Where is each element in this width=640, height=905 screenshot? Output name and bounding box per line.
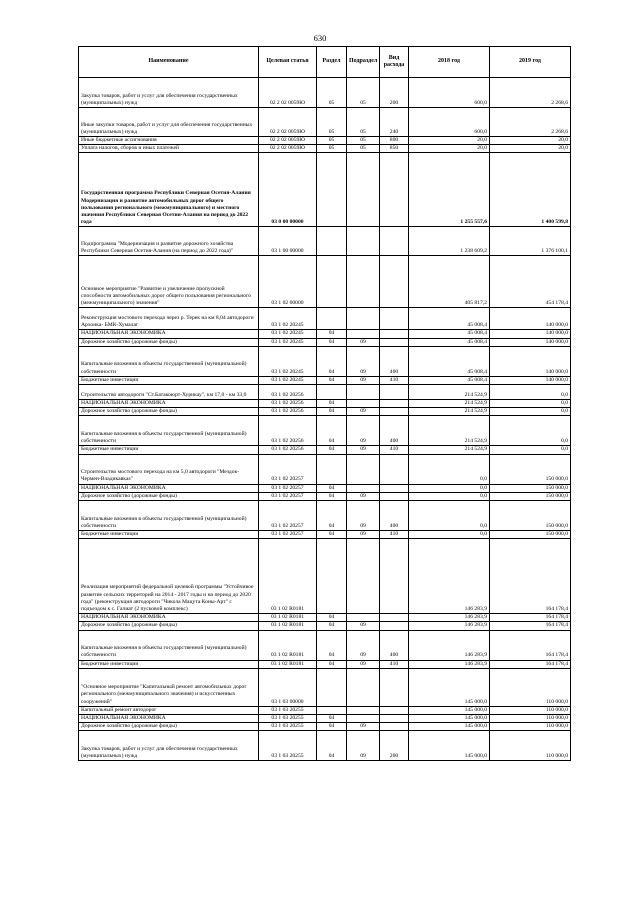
cell-target-code: 03 1 02 20256 — [259, 408, 317, 416]
table-row — [79, 723, 571, 731]
cell-2018: 145 000,0 — [409, 731, 490, 761]
cell-target-code: 03 1 03 00000 — [259, 668, 317, 706]
page-number: 630 — [313, 33, 327, 43]
cell-target-code: 03 1 02 R0181 — [259, 622, 317, 630]
cell-section: 04 — [317, 622, 347, 630]
cell-2018: 214 524,9 — [409, 400, 490, 408]
cell-name: Дорожное хозяйство (дорожные фонды) — [79, 492, 259, 500]
cell-target-code: 03 1 03 20255 — [259, 715, 317, 723]
cell-subsection — [347, 668, 380, 706]
cell-name: Подпрограмма "Модернизация и развитие дорожного хозяйства Республики Северная Осетия-Алания (на период до 2022 года)" — [79, 227, 259, 256]
cell-subsection: 09 — [347, 346, 380, 376]
cell-subsection: 09 — [347, 338, 380, 346]
cell-target-code: 03 1 02 20256 — [259, 416, 317, 446]
cell-2019: 2 268,6 — [490, 108, 571, 137]
cell-expense-type: 850 — [380, 145, 409, 153]
cell-section: 05 — [317, 145, 347, 153]
cell-expense-type: 410 — [380, 660, 409, 668]
cell-expense-type — [380, 227, 409, 256]
table-row — [79, 256, 571, 308]
cell-expense-type: 410 — [380, 531, 409, 539]
table-row — [79, 153, 571, 227]
cell-expense-type — [380, 400, 409, 408]
cell-section: 05 — [317, 137, 347, 145]
cell-expense-type — [380, 385, 409, 400]
table-row — [79, 108, 571, 137]
table-row — [79, 137, 571, 145]
cell-subsection — [347, 715, 380, 723]
table-row — [79, 454, 571, 484]
cell-subsection — [347, 614, 380, 622]
cell-2019: 454 178,4 — [490, 256, 571, 308]
cell-target-code: 03 1 02 20245 — [259, 376, 317, 384]
cell-2018: 45 008,4 — [409, 330, 490, 338]
cell-subsection — [347, 454, 380, 484]
cell-2018: 600,0 — [409, 78, 490, 108]
cell-2019: 110 000,0 — [490, 706, 571, 714]
cell-2019: 164 178,4 — [490, 622, 571, 630]
cell-section: 04 — [317, 484, 347, 492]
cell-subsection — [347, 706, 380, 714]
cell-section: 05 — [317, 108, 347, 137]
table-row — [79, 622, 571, 630]
cell-expense-type: 410 — [380, 446, 409, 454]
cell-name: Капитальные вложения в объекты государственной (муниципальной) собственности — [79, 346, 259, 376]
cell-section: 04 — [317, 338, 347, 346]
cell-2018: 0,0 — [409, 531, 490, 539]
cell-2018: 1 238 609,2 — [409, 227, 490, 256]
cell-section: 04 — [317, 715, 347, 723]
cell-name: НАЦИОНАЛЬНАЯ ЭКОНОМИКА — [79, 400, 259, 408]
cell-2018: 146 283,9 — [409, 614, 490, 622]
cell-target-code: 02 2 02 0059Ю — [259, 137, 317, 145]
cell-name: НАЦИОНАЛЬНАЯ ЭКОНОМИКА — [79, 614, 259, 622]
cell-subsection: 05 — [347, 108, 380, 137]
cell-expense-type: 400 — [380, 416, 409, 446]
cell-expense-type: 410 — [380, 376, 409, 384]
cell-2018: 45 008,4 — [409, 308, 490, 330]
header-code: Целевая статья — [259, 47, 317, 78]
cell-2018: 214 524,9 — [409, 385, 490, 400]
table-row — [79, 416, 571, 446]
cell-target-code: 03 1 02 R0181 — [259, 660, 317, 668]
cell-subsection: 09 — [347, 660, 380, 668]
cell-name: Дорожное хозяйство (дорожные фонды) — [79, 408, 259, 416]
cell-2018: 145 000,0 — [409, 715, 490, 723]
cell-subsection — [347, 400, 380, 408]
table-row — [79, 145, 571, 153]
cell-section: 04 — [317, 731, 347, 761]
cell-name: Закупка товаров, работ и услуг для обеспечения государственных (муниципальных) нужд — [79, 731, 259, 761]
cell-name: Иные бюджетные ассигнования — [79, 137, 259, 145]
cell-2019: 140 000,0 — [490, 338, 571, 346]
cell-2018: 214 524,9 — [409, 416, 490, 446]
cell-2019: 150 000,0 — [490, 501, 571, 531]
cell-name: Дорожное хозяйство (дорожные фонды) — [79, 622, 259, 630]
cell-subsection — [347, 256, 380, 308]
cell-name: Реконструкция мостового перехода через р. Терек на км 8,04 автодороги Архонка- БМК-Хумалаг — [79, 308, 259, 330]
cell-target-code: 02 2 02 0059Ю — [259, 108, 317, 137]
table-row — [79, 446, 571, 454]
cell-expense-type: 400 — [380, 630, 409, 660]
cell-name: Капитальные вложения в объекты государственной (муниципальной) собственности — [79, 416, 259, 446]
cell-subsection: 09 — [347, 446, 380, 454]
cell-name: НАЦИОНАЛЬНАЯ ЭКОНОМИКА — [79, 330, 259, 338]
cell-2019: 20,0 — [490, 145, 571, 153]
table-row — [79, 400, 571, 408]
cell-2018: 214 524,9 — [409, 408, 490, 416]
table-row — [79, 668, 571, 706]
cell-subsection: 09 — [347, 622, 380, 630]
cell-subsection — [347, 308, 380, 330]
table-row — [79, 660, 571, 668]
cell-subsection: 09 — [347, 416, 380, 446]
cell-subsection: 09 — [347, 723, 380, 731]
cell-expense-type: 400 — [380, 501, 409, 531]
cell-target-code: 03 1 02 R0181 — [259, 614, 317, 622]
cell-section — [317, 153, 347, 227]
cell-name: Бюджетные инвестиции — [79, 376, 259, 384]
cell-2019: 140 000,0 — [490, 308, 571, 330]
cell-2018: 405 817,2 — [409, 256, 490, 308]
cell-section — [317, 227, 347, 256]
cell-2019: 0,0 — [490, 385, 571, 400]
cell-name: Капитальный ремонт автодорог — [79, 706, 259, 714]
cell-section: 04 — [317, 376, 347, 384]
cell-section: 04 — [317, 416, 347, 446]
cell-2019: 0,0 — [490, 416, 571, 446]
cell-subsection: 09 — [347, 376, 380, 384]
cell-2019: 20,0 — [490, 137, 571, 145]
cell-target-code: 03 1 02 20256 — [259, 400, 317, 408]
cell-expense-type — [380, 539, 409, 614]
cell-subsection — [347, 484, 380, 492]
cell-section: 04 — [317, 531, 347, 539]
cell-subsection: 09 — [347, 492, 380, 500]
table-row — [79, 492, 571, 500]
cell-section: 04 — [317, 723, 347, 731]
cell-subsection: 09 — [347, 408, 380, 416]
cell-target-code: 03 1 03 20255 — [259, 731, 317, 761]
cell-2019: 150 000,0 — [490, 531, 571, 539]
cell-subsection — [347, 385, 380, 400]
table-row — [79, 630, 571, 660]
cell-name: Строительство автодороги "Ст.Батакоюрт-Хурикау", км 17,0 - км 33,0 — [79, 385, 259, 400]
cell-expense-type — [380, 338, 409, 346]
table-row — [79, 338, 571, 346]
cell-subsection: 09 — [347, 501, 380, 531]
cell-section: 04 — [317, 630, 347, 660]
table-row — [79, 408, 571, 416]
cell-2019: 0,0 — [490, 446, 571, 454]
cell-2019: 110 000,0 — [490, 723, 571, 731]
cell-expense-type — [380, 484, 409, 492]
cell-expense-type: 200 — [380, 78, 409, 108]
cell-name: Закупка товаров, работ и услуг для обеспечения государственных (муниципальных) нужд — [79, 78, 259, 108]
cell-subsection — [347, 153, 380, 227]
cell-2018: 145 000,0 — [409, 723, 490, 731]
table-row — [79, 346, 571, 376]
cell-2019: 140 000,0 — [490, 330, 571, 338]
cell-target-code: 03 1 02 R0181 — [259, 539, 317, 614]
cell-2019: 1 400 599,8 — [490, 153, 571, 227]
cell-target-code: 03 1 02 20257 — [259, 501, 317, 531]
cell-2018: 45 008,4 — [409, 338, 490, 346]
table-row — [79, 376, 571, 384]
cell-expense-type — [380, 706, 409, 714]
cell-target-code: 03 1 02 20256 — [259, 385, 317, 400]
cell-2018: 0,0 — [409, 501, 490, 531]
cell-section: 04 — [317, 660, 347, 668]
cell-2018: 0,0 — [409, 484, 490, 492]
cell-expense-type — [380, 614, 409, 622]
table-row — [79, 78, 571, 108]
header-2019: 2019 год — [490, 47, 571, 78]
cell-section: 04 — [317, 501, 347, 531]
cell-2018: 145 000,0 — [409, 706, 490, 714]
table-row — [79, 308, 571, 330]
cell-2018: 600,0 — [409, 108, 490, 137]
cell-target-code: 03 1 02 R0181 — [259, 630, 317, 660]
cell-expense-type — [380, 256, 409, 308]
cell-target-code: 02 2 02 0059Ю — [259, 78, 317, 108]
cell-section: 04 — [317, 408, 347, 416]
cell-expense-type — [380, 622, 409, 630]
cell-section — [317, 668, 347, 706]
cell-name: Бюджетные инвестиции — [79, 531, 259, 539]
cell-name: Бюджетные инвестиции — [79, 446, 259, 454]
cell-2018: 146 283,9 — [409, 660, 490, 668]
cell-target-code: 03 1 02 20245 — [259, 346, 317, 376]
cell-2018: 146 283,9 — [409, 630, 490, 660]
cell-expense-type — [380, 715, 409, 723]
header-section: Раздел — [317, 47, 347, 78]
cell-2019: 110 000,0 — [490, 731, 571, 761]
cell-subsection: 05 — [347, 78, 380, 108]
cell-2019: 0,0 — [490, 400, 571, 408]
table-row — [79, 731, 571, 761]
cell-2018: 0,0 — [409, 492, 490, 500]
cell-2019: 150 000,0 — [490, 492, 571, 500]
cell-section — [317, 256, 347, 308]
cell-target-code: 03 1 00 00000 — [259, 227, 317, 256]
cell-expense-type: 800 — [380, 137, 409, 145]
table-row — [79, 227, 571, 256]
table-row — [79, 501, 571, 531]
cell-2018: 20,0 — [409, 137, 490, 145]
cell-target-code: 03 1 02 20256 — [259, 446, 317, 454]
cell-2019: 0,0 — [490, 408, 571, 416]
cell-expense-type — [380, 668, 409, 706]
table-row — [79, 715, 571, 723]
cell-section — [317, 539, 347, 614]
cell-section: 04 — [317, 400, 347, 408]
cell-section: 04 — [317, 614, 347, 622]
cell-2019: 140 000,0 — [490, 346, 571, 376]
cell-expense-type — [380, 408, 409, 416]
cell-2019: 150 000,0 — [490, 454, 571, 484]
cell-name: Дорожное хозяйство (дорожные фонды) — [79, 723, 259, 731]
cell-expense-type — [380, 454, 409, 484]
cell-name: Капитальные вложения в объекты государственной (муниципальной) собственности — [79, 501, 259, 531]
cell-section — [317, 385, 347, 400]
cell-subsection: 09 — [347, 630, 380, 660]
cell-section — [317, 706, 347, 714]
cell-target-code: 03 0 00 00000 — [259, 153, 317, 227]
cell-expense-type — [380, 330, 409, 338]
cell-name: Капитальные вложения в объекты государственной (муниципальной) собственности — [79, 630, 259, 660]
cell-2018: 146 283,9 — [409, 622, 490, 630]
cell-subsection: 09 — [347, 531, 380, 539]
cell-target-code: 03 1 02 20257 — [259, 492, 317, 500]
cell-subsection — [347, 539, 380, 614]
cell-name: Основное мероприятие "Развитие и увеличение пропускной способности автомобильных дорог общего пользования регионального (межмуниципального) значения" — [79, 256, 259, 308]
table-body — [79, 78, 571, 761]
cell-expense-type — [380, 308, 409, 330]
cell-section — [317, 308, 347, 330]
cell-2019: 164 178,4 — [490, 539, 571, 614]
cell-name: НАЦИОНАЛЬНАЯ ЭКОНОМИКА — [79, 715, 259, 723]
cell-target-code: 03 1 02 20245 — [259, 308, 317, 330]
header-2018: 2018 год — [409, 47, 490, 78]
cell-name: Государственная программа Республики Северная Осетия-Алания Модернизация и развитие автомобильных дорог общего пользования регионального (межмуниципального) и местного значения Республики Северная Осетия-Алания на период до 2022 года — [79, 153, 259, 227]
table-row — [79, 330, 571, 338]
cell-expense-type: 400 — [380, 346, 409, 376]
cell-target-code: 03 1 03 20255 — [259, 706, 317, 714]
cell-name: Дорожное хозяйство (дорожные фонды) — [79, 338, 259, 346]
cell-2018: 20,0 — [409, 145, 490, 153]
cell-2019: 110 000,0 — [490, 715, 571, 723]
cell-subsection — [347, 227, 380, 256]
cell-section — [317, 454, 347, 484]
cell-2018: 145 000,0 — [409, 668, 490, 706]
cell-section: 05 — [317, 78, 347, 108]
cell-target-code: 03 1 02 00000 — [259, 256, 317, 308]
cell-subsection: 05 — [347, 145, 380, 153]
cell-2019: 150 000,0 — [490, 484, 571, 492]
cell-subsection: 05 — [347, 137, 380, 145]
cell-2018: 45 008,4 — [409, 376, 490, 384]
cell-section: 04 — [317, 492, 347, 500]
table-row — [79, 539, 571, 614]
cell-2019: 1 376 100,1 — [490, 227, 571, 256]
cell-subsection: 09 — [347, 731, 380, 761]
cell-target-code: 03 1 03 20255 — [259, 723, 317, 731]
cell-2018: 0,0 — [409, 454, 490, 484]
budget-table — [78, 46, 571, 761]
cell-target-code: 03 1 02 20257 — [259, 531, 317, 539]
cell-target-code: 02 2 02 0059Ю — [259, 145, 317, 153]
cell-2019: 164 178,4 — [490, 614, 571, 622]
cell-2018: 45 008,4 — [409, 346, 490, 376]
cell-2019: 140 000,0 — [490, 376, 571, 384]
cell-subsection — [347, 330, 380, 338]
table-row — [79, 484, 571, 492]
header-subsection: Подраздел — [347, 47, 380, 78]
header-name: Наименование — [79, 47, 259, 78]
cell-name: НАЦИОНАЛЬНАЯ ЭКОНОМИКА — [79, 484, 259, 492]
cell-2018: 214 524,9 — [409, 446, 490, 454]
cell-2019: 110 000,0 — [490, 668, 571, 706]
cell-2019: 164 178,4 — [490, 630, 571, 660]
cell-section: 04 — [317, 446, 347, 454]
cell-name: Иные закупки товаров, работ и услуг для обеспечения государственных (муниципальных) нужд — [79, 108, 259, 137]
cell-expense-type: 240 — [380, 108, 409, 137]
cell-section: 04 — [317, 330, 347, 338]
cell-target-code: 03 1 02 20245 — [259, 338, 317, 346]
cell-2019: 164 178,4 — [490, 660, 571, 668]
table-row — [79, 614, 571, 622]
cell-name: Уплата налогов, сборов и иных платежей — [79, 145, 259, 153]
cell-expense-type — [380, 723, 409, 731]
table-row — [79, 385, 571, 400]
cell-expense-type — [380, 492, 409, 500]
cell-2018: 1 255 557,6 — [409, 153, 490, 227]
cell-expense-type — [380, 153, 409, 227]
cell-2019: 2 268,6 — [490, 78, 571, 108]
cell-name: Бюджетные инвестиции — [79, 660, 259, 668]
cell-name: Строительство мостового перехода на км 5,0 автодороги "Мездок-Чермен-Владикавказ" — [79, 454, 259, 484]
cell-expense-type: 200 — [380, 731, 409, 761]
header-expense-type: Вид расхода — [380, 47, 409, 78]
header-row — [79, 47, 571, 78]
cell-target-code: 03 1 02 20257 — [259, 454, 317, 484]
cell-section: 04 — [317, 346, 347, 376]
table-row — [79, 531, 571, 539]
cell-target-code: 03 1 02 20257 — [259, 484, 317, 492]
cell-name: "Основное мероприятие "Капитальный ремонт автомобильных дорог регионального (межмуниципального значения) и искусственных сооружений" — [79, 668, 259, 706]
cell-2018: 146 283,9 — [409, 539, 490, 614]
cell-target-code: 03 1 02 20245 — [259, 330, 317, 338]
cell-name: Реализация мероприятий федеральной целевой программы "Устойчивое развитие сельских территорий на 2014 - 2017 годы и на период до 2020 года" (реконструкция автодороги "Чикола Мацута Коны-Арт" с подъездом к с. Галиат (2 пусковой комплекс) — [79, 539, 259, 614]
table-row — [79, 706, 571, 714]
